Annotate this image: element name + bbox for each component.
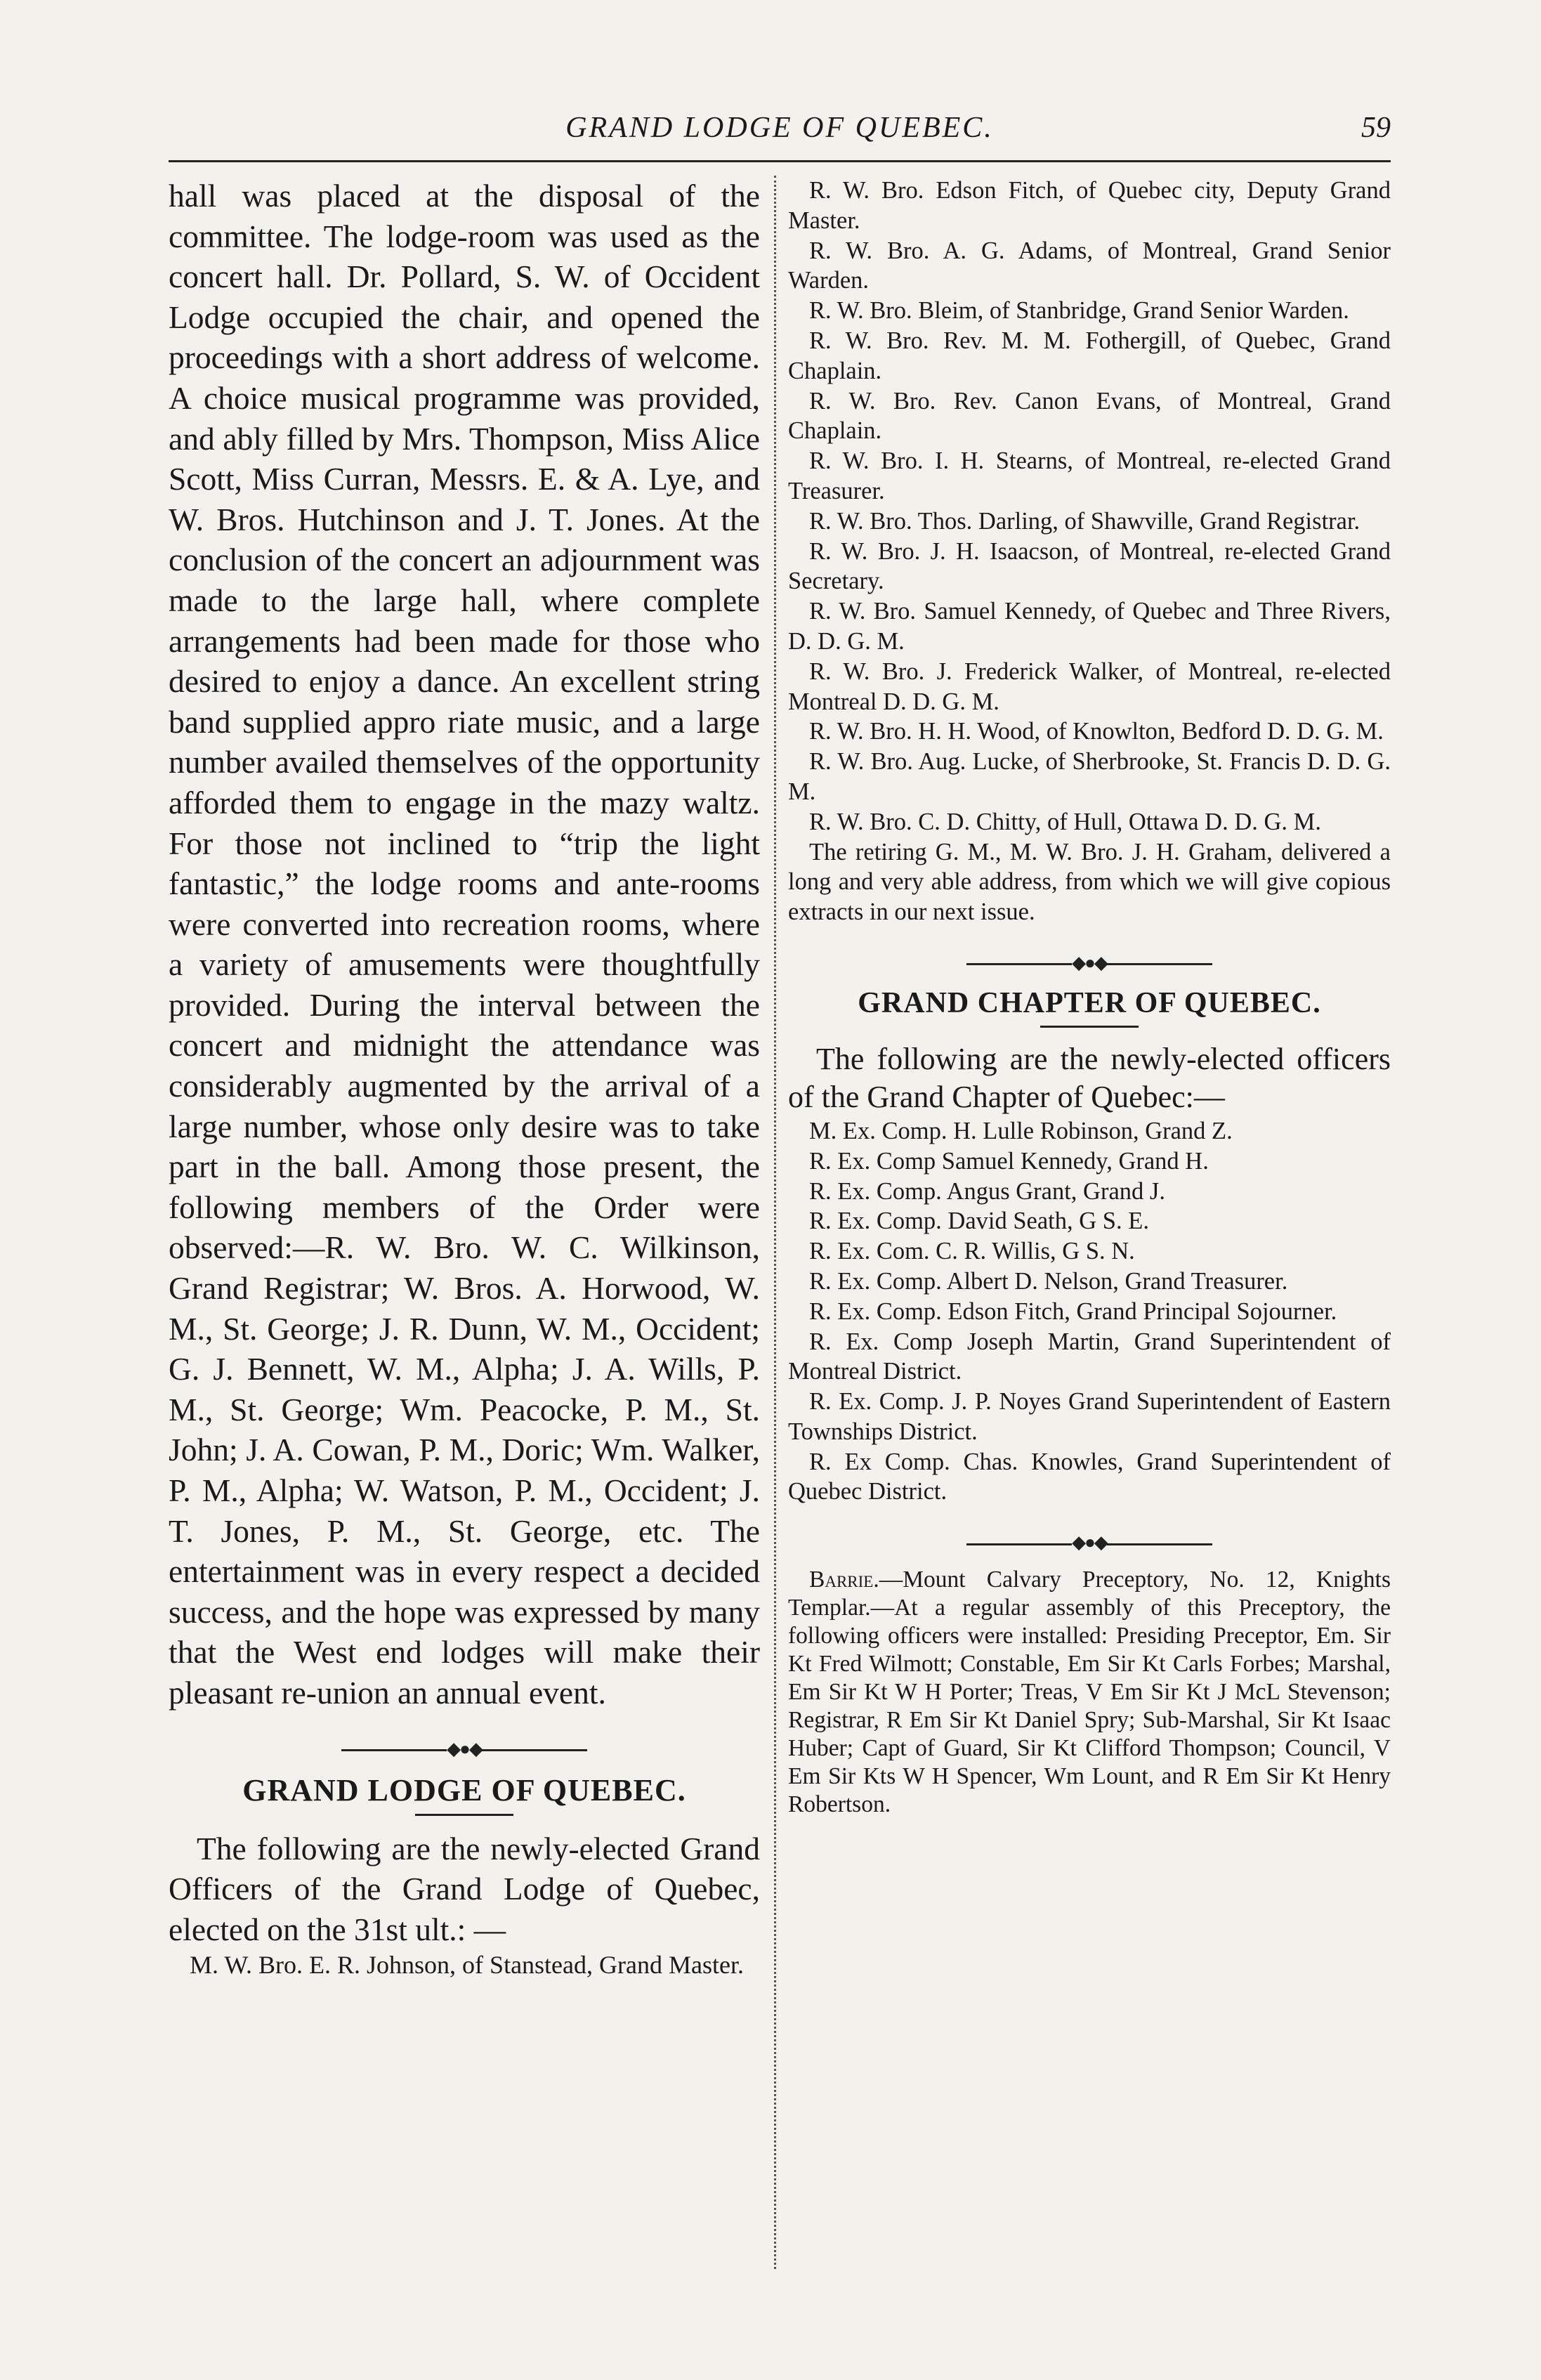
lodge-officer-entry: R. W. Bro. Samuel Kennedy, of Quebec and Three Rivers, D. D. G. M. bbox=[788, 598, 1391, 655]
page-number: 59 bbox=[1361, 112, 1391, 144]
lodge-officer-entry: R. W. Bro. Thos. Darling, of Shawville, Grand Registrar. bbox=[809, 507, 1360, 535]
lodge-officer-entry: R. W. Bro. H. H. Wood, of Knowlton, Bedford D. D. G. M. bbox=[809, 718, 1384, 745]
chapter-officer-entry: R. Ex. Comp. Edson Fitch, Grand Principal Sojourner. bbox=[809, 1297, 1337, 1325]
lodge-officer-entry: R. W. Bro. Edson Fitch, of Quebec city, Deputy Grand Master. bbox=[788, 177, 1391, 234]
heading-rule bbox=[1040, 1026, 1139, 1028]
lodge-officer-entry: R. W. Bro. C. D. Chitty, of Hull, Ottawa D. D. G. M. bbox=[809, 808, 1321, 835]
barrie-lead: Barrie. bbox=[809, 1567, 879, 1593]
lodge-officer-entry: R. W. Bro. Rev. Canon Evans, of Montreal, Grand Chaplain. bbox=[788, 387, 1391, 445]
chapter-officer-entry: R. Ex Comp. Chas. Knowles, Grand Superintendent of Quebec District. bbox=[788, 1448, 1391, 1505]
lodge-intro: The following are the newly-elected Grand Officers of the Grand Lodge of Quebec, elected on the 31st ult.: — bbox=[169, 1830, 760, 1947]
section-ornament: ◆●◆ bbox=[788, 1532, 1391, 1553]
chapter-heading: GRAND CHAPTER OF QUEBEC. bbox=[858, 986, 1321, 1019]
lodge-officer-entry: R. W. Bro. J. H. Isaacson, of Montreal, re-elected Grand Secretary. bbox=[788, 537, 1391, 595]
lodge-officer-entry: R. W. Bro. I. H. Stearns, of Montreal, re-elected Grand Treasurer. bbox=[788, 447, 1391, 504]
header-rule bbox=[169, 160, 1391, 162]
lodge-officer-entry: R. W. Bro. Rev. M. M. Fothergill, of Quebec, Grand Chaplain. bbox=[788, 327, 1391, 384]
chapter-officer-entry: R. Ex. Comp. J. P. Noyes Grand Superintendent of Eastern Townships District. bbox=[788, 1388, 1391, 1445]
chapter-officer-entry: R. Ex. Comp. David Seath, G S. E. bbox=[809, 1208, 1149, 1235]
lodge-officers-list bbox=[788, 176, 1391, 927]
right-column bbox=[788, 176, 1391, 1819]
lodge-officer-grand-master: M. W. Bro. E. R. Johnson, of Stanstead, Grand Master. bbox=[190, 1951, 744, 1980]
chapter-officer-entry: R. Ex. Comp. Albert D. Nelson, Grand Treasurer. bbox=[809, 1267, 1288, 1295]
chapter-officer-entry: R. Ex. Comp Joseph Martin, Grand Superintendent of Montreal District. bbox=[788, 1328, 1391, 1385]
chapter-officer-entry: R. Ex. Comp. Angus Grant, Grand J. bbox=[809, 1177, 1165, 1205]
running-title: GRAND LODGE OF QUEBEC. bbox=[565, 112, 994, 144]
column-divider bbox=[774, 176, 776, 2269]
lodge-officer-entry: R. W. Bro. A. G. Adams, of Montreal, Grand Senior Warden. bbox=[788, 237, 1391, 294]
section-ornament: ◆●◆ bbox=[788, 953, 1391, 974]
page-header bbox=[169, 105, 1391, 155]
chapter-officer-entry: M. Ex. Comp. H. Lulle Robinson, Grand Z. bbox=[809, 1117, 1233, 1144]
left-column bbox=[169, 176, 760, 1980]
barrie-text: —Mount Calvary Preceptory, No. 12, Knights Templar.—At a regular assembly of this Preceptory, the following officers were installed: Presiding Preceptor, Em. Sir Kt Fred Wilmott; Constable, Em Sir Kt Carls Forbes; Marshal, Em Sir Kt W H Porter; Treas, V Em Sir Kt J McL Stevenson; Registrar, R Em Sir Kt Daniel Spry; Sub-Marshal, Sir Kt Isaac Huber; Capt of Guard, Sir Kt Clifford Thompson; Council, V Em Sir Kts W H Spencer, Wm Lount, and R Em Sir Kt Henry Robertson. bbox=[788, 1567, 1391, 1818]
heading-rule bbox=[415, 1814, 513, 1816]
chapter-officers-list bbox=[788, 1116, 1391, 1507]
lodge-officer-entry: R. W. Bro. Bleim, of Stanbridge, Grand Senior Warden. bbox=[809, 297, 1349, 325]
lodge-officer-entry: The retiring G. M., M. W. Bro. J. H. Graham, delivered a long and very able address, from which we will give copious extracts in our next issue. bbox=[788, 838, 1391, 926]
lodge-officer-entry: R. W. Bro. J. Frederick Walker, of Montreal, re-elected Montreal D. D. G. M. bbox=[788, 658, 1391, 715]
barrie-preceptory-report bbox=[788, 1566, 1391, 1819]
chapter-officer-entry: R. Ex. Comp Samuel Kennedy, Grand H. bbox=[809, 1147, 1209, 1175]
lodge-heading: GRAND LODGE OF QUEBEC. bbox=[242, 1772, 686, 1807]
lodge-officer-entry: R. W. Bro. Aug. Lucke, of Sherbrooke, St. Francis D. D. G. M. bbox=[788, 748, 1391, 805]
chapter-officer-entry: R. Ex. Com. C. R. Willis, G S. N. bbox=[809, 1238, 1135, 1265]
ball-report-paragraph: hall was placed at the disposal of the committee. The lodge-room was used as the concert hall. Dr. Pollard, S. W. of Occident Lodge occupied the chair, and opened the proceedings with a short address of welcome. A choice musical programme was provided, and ably filled by Mrs. Thompson, Miss Alice Scott, Miss Curran, Messrs. E. & A. Lye, and W. Bros. Hutchinson and J. T. Jones. At the conclusion of the concert an adjournment was made to the large hall, where complete arrangements had been made for those who desired to enjoy a dance. An excellent string band supplied appro riate music, and a large number availed themselves of the opportunity afforded them to engage in the mazy waltz. For those not inclined to “trip the light fantastic,” the lodge rooms and ante-rooms were converted into recreation rooms, where a variety of amusements were thoughtfully provided. During the interval between the concert and midnight the attendance was considerably augmented by the arrival of a large number, whose only desire was to take part in the ball. Among those present, the following members of the Order were observed:—R. W. Bro. W. C. Wilkinson, Grand Registrar; W. Bros. A. Horwood, W. M., St. George; J. R. Dunn, W. M., Occident; G. J. Bennett, W. M., Alpha; J. A. Wills, P. M., St. George; Wm. Peacocke, P. M., St. John; J. A. Cowan, P. M., Doric; Wm. Walker, P. M., Alpha; W. Watson, P. M., Occident; J. T. Jones, P. M., St. George, etc. The entertainment was in every respect a decided success, and the hope was expressed by many that the West end lodges will make their pleasant re-union an annual event. bbox=[169, 178, 760, 1711]
chapter-intro: The following are the newly-elected officers of the Grand Chapter of Quebec:— bbox=[788, 1041, 1391, 1114]
section-ornament: ◆●◆ bbox=[169, 1739, 760, 1760]
